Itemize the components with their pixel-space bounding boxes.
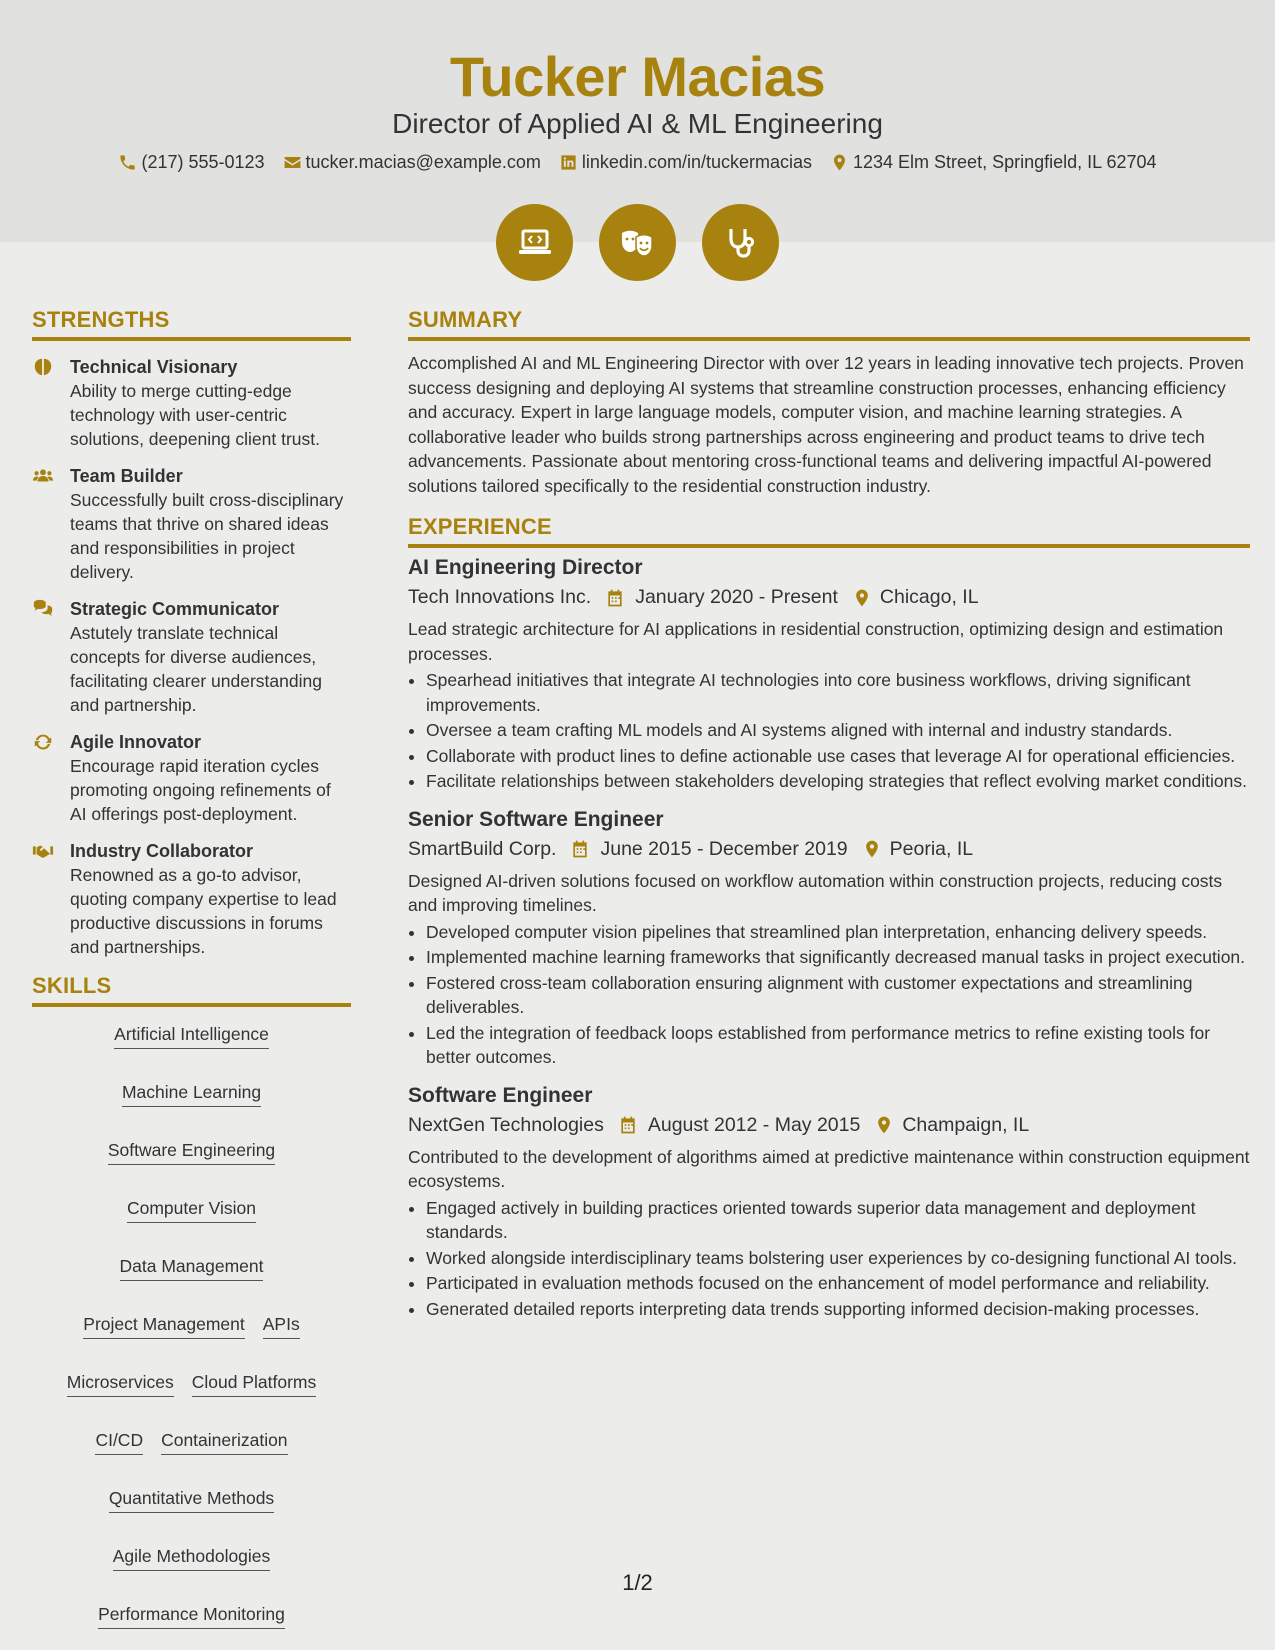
calendar-icon (570, 839, 590, 859)
theater-masks-icon (618, 223, 658, 263)
job-entry (408, 1082, 1250, 1322)
envelope-icon (283, 153, 302, 172)
comments-icon (32, 598, 54, 620)
brain-icon (32, 356, 54, 378)
strength-item (32, 730, 351, 826)
skill-tag: Performance Monitoring (98, 1603, 285, 1629)
skill-tag: Microservices (67, 1371, 174, 1397)
job-bullet: • Spearhead initiatives that integrate AI technologies into core business workflows, driving significant improvements. (426, 668, 1250, 717)
skill-tag: Cloud Platforms (192, 1371, 317, 1397)
job-title: AI Engineering Director (408, 556, 643, 579)
job-meta (408, 1114, 1250, 1137)
job-bullets (408, 1196, 1250, 1322)
strength-title: Agile Innovator (70, 732, 202, 752)
contact-linkedin[interactable] (559, 152, 812, 173)
job-description: Contributed to the development of algorithms aimed at predictive maintenance within construction equipment ecosystems. (408, 1146, 1250, 1191)
skill-tag: Artificial Intelligence (114, 1023, 269, 1049)
page-number: 1/2 (622, 1570, 653, 1595)
skill-tag: Project Management (83, 1313, 244, 1339)
strength-desc: Astutely translate technical concepts for diverse audiences, facilitating clearer understanding and partnership. (70, 623, 322, 715)
job-bullets (408, 920, 1250, 1070)
contact-email[interactable] (283, 152, 541, 173)
map-marker-icon (874, 1115, 894, 1135)
right-column (408, 307, 1250, 1333)
job-bullet: • Facilitate relationships between stakeholders developing strategies that reflect evolving market conditions. (426, 769, 1250, 794)
phone-icon (118, 153, 137, 172)
skill-tag: Containerization (161, 1429, 287, 1455)
theater-masks-badge (599, 204, 676, 281)
job-meta (408, 586, 1250, 609)
strength-item (32, 355, 351, 451)
job-bullet: • Fostered cross-team collaboration ensuring alignment with customer expectations and streamlining deliverables. (426, 971, 1250, 1020)
skills-heading: SKILLS (32, 973, 351, 1007)
contact-address (830, 152, 1157, 173)
job-dates: January 2020 - Present (635, 586, 838, 608)
interest-badges (0, 204, 1275, 281)
candidate-name: Tucker Macias (449, 45, 826, 108)
strength-title: Strategic Communicator (70, 599, 280, 619)
strength-item (32, 839, 351, 959)
sync-icon (32, 731, 54, 753)
skill-tag: CI/CD (95, 1429, 143, 1455)
laptop-code-icon (515, 223, 555, 263)
calendar-icon (618, 1115, 638, 1135)
summary-heading: SUMMARY (408, 307, 1250, 341)
job-bullet: • Oversee a team crafting ML models and AI systems aligned with internal and industry standards. (426, 718, 1250, 743)
job-bullets (408, 668, 1250, 794)
job-company: Tech Innovations Inc. (408, 586, 592, 608)
job-bullet: • Developed computer vision pipelines that streamlined plan interpretation, enhancing delivery speeds. (426, 920, 1250, 945)
strength-desc: Encourage rapid iteration cycles promoting ongoing refinements of AI offerings post-deployment. (70, 756, 331, 824)
job-location: Chicago, IL (879, 586, 979, 608)
left-column (32, 307, 351, 1629)
strengths-heading: STRENGTHS (32, 307, 351, 341)
strength-item (32, 464, 351, 584)
users-icon (32, 465, 54, 487)
job-title: Software Engineer (408, 1083, 593, 1107)
stethoscope-badge (702, 204, 779, 281)
summary-text: Accomplished AI and ML Engineering Director with over 12 years in leading innovative tech projects. Proven success designing and deploying AI systems that streamline construction processes, enhancing efficiency and accuracy. Expert in large language models, computer vision, and machine learning strategies. A collaborative leader who builds strong partnerships across engineering and product teams to drive tech advancements. Passionate about mentoring cross-functional teams and delivering impactful AI-powered solutions tailored specifically to the residential construction industry. (408, 353, 1244, 496)
job-bullet: • Implemented machine learning frameworks that significantly decreased manual tasks in project execution. (426, 945, 1250, 970)
job-description: Lead strategic architecture for AI applications in residential construction, optimizing design and estimation processes. (408, 619, 1224, 664)
email-text: tucker.macias@example.com (305, 152, 541, 172)
strength-title: Industry Collaborator (70, 841, 254, 861)
skill-tag: Quantitative Methods (109, 1487, 274, 1513)
job-dates: August 2012 - May 2015 (647, 1113, 861, 1136)
calendar-icon (605, 588, 625, 608)
handshake-icon (32, 840, 54, 862)
map-marker-icon (830, 153, 849, 172)
job-entry (408, 554, 1250, 794)
skills-list (32, 1017, 351, 1629)
job-bullet: • Led the integration of feedback loops established from performance metrics to refine existing tools for better outcomes. (426, 1021, 1250, 1070)
job-entry (408, 806, 1250, 1070)
stethoscope-icon (721, 223, 761, 263)
phone-text: (217) 555-0123 (141, 152, 265, 172)
strength-title: Team Builder (70, 466, 183, 486)
job-description: Designed AI-driven solutions focused on workflow automation within construction projects, reducing costs and improving timelines. (408, 870, 1223, 915)
map-marker-icon (862, 839, 882, 859)
skill-tag: Machine Learning (122, 1081, 261, 1107)
strength-desc: Successfully built cross-disciplinary teams that thrive on shared ideas and responsibilities in project delivery. (70, 490, 344, 582)
linkedin-text: linkedin.com/in/tuckermacias (581, 152, 812, 172)
address-text: 1234 Elm Street, Springfield, IL 62704 (853, 152, 1157, 172)
job-location: Peoria, IL (889, 837, 974, 860)
job-bullet: • Generated detailed reports interpreting data trends supporting informed decision-making processes. (426, 1297, 1250, 1322)
skill-tag: Data Management (120, 1255, 264, 1281)
job-company: SmartBuild Corp. (408, 837, 557, 860)
candidate-title: Director of Applied AI & ML Engineering (392, 108, 883, 139)
job-bullet: • Participated in evaluation methods focused on the enhancement of model performance and reliability. (426, 1271, 1250, 1296)
job-meta (408, 838, 1250, 861)
strength-desc: Ability to merge cutting-edge technology with user-centric solutions, deepening client trust. (70, 381, 321, 449)
map-marker-icon (852, 588, 872, 608)
strength-item (32, 597, 351, 717)
laptop-code-badge (496, 204, 573, 281)
skill-tag: APIs (263, 1313, 300, 1339)
job-location: Champaign, IL (902, 1113, 1030, 1136)
job-company: NextGen Technologies (408, 1113, 604, 1136)
skill-tag: Software Engineering (108, 1139, 275, 1165)
skill-tag: Computer Vision (127, 1197, 256, 1223)
linkedin-icon (559, 153, 578, 172)
contact-bar (0, 152, 1275, 173)
job-bullet: • Collaborate with product lines to define actionable use cases that leverage AI for operational efficiencies. (426, 744, 1250, 769)
contact-phone[interactable] (118, 152, 264, 173)
job-bullet: • Engaged actively in building practices oriented towards superior data management and deployment standards. (426, 1196, 1250, 1245)
job-title: Senior Software Engineer (408, 807, 664, 831)
job-dates: June 2015 - December 2019 (600, 837, 848, 860)
experience-heading: EXPERIENCE (408, 514, 1250, 548)
job-bullet: • Worked alongside interdisciplinary teams bolstering user experiences by co-designing functional AI tools. (426, 1246, 1250, 1271)
strength-desc: Renowned as a go-to advisor, quoting company expertise to lead productive discussions in forums and partnerships. (70, 865, 337, 957)
skill-tag: Agile Methodologies (113, 1545, 271, 1571)
strength-title: Technical Visionary (70, 357, 238, 377)
